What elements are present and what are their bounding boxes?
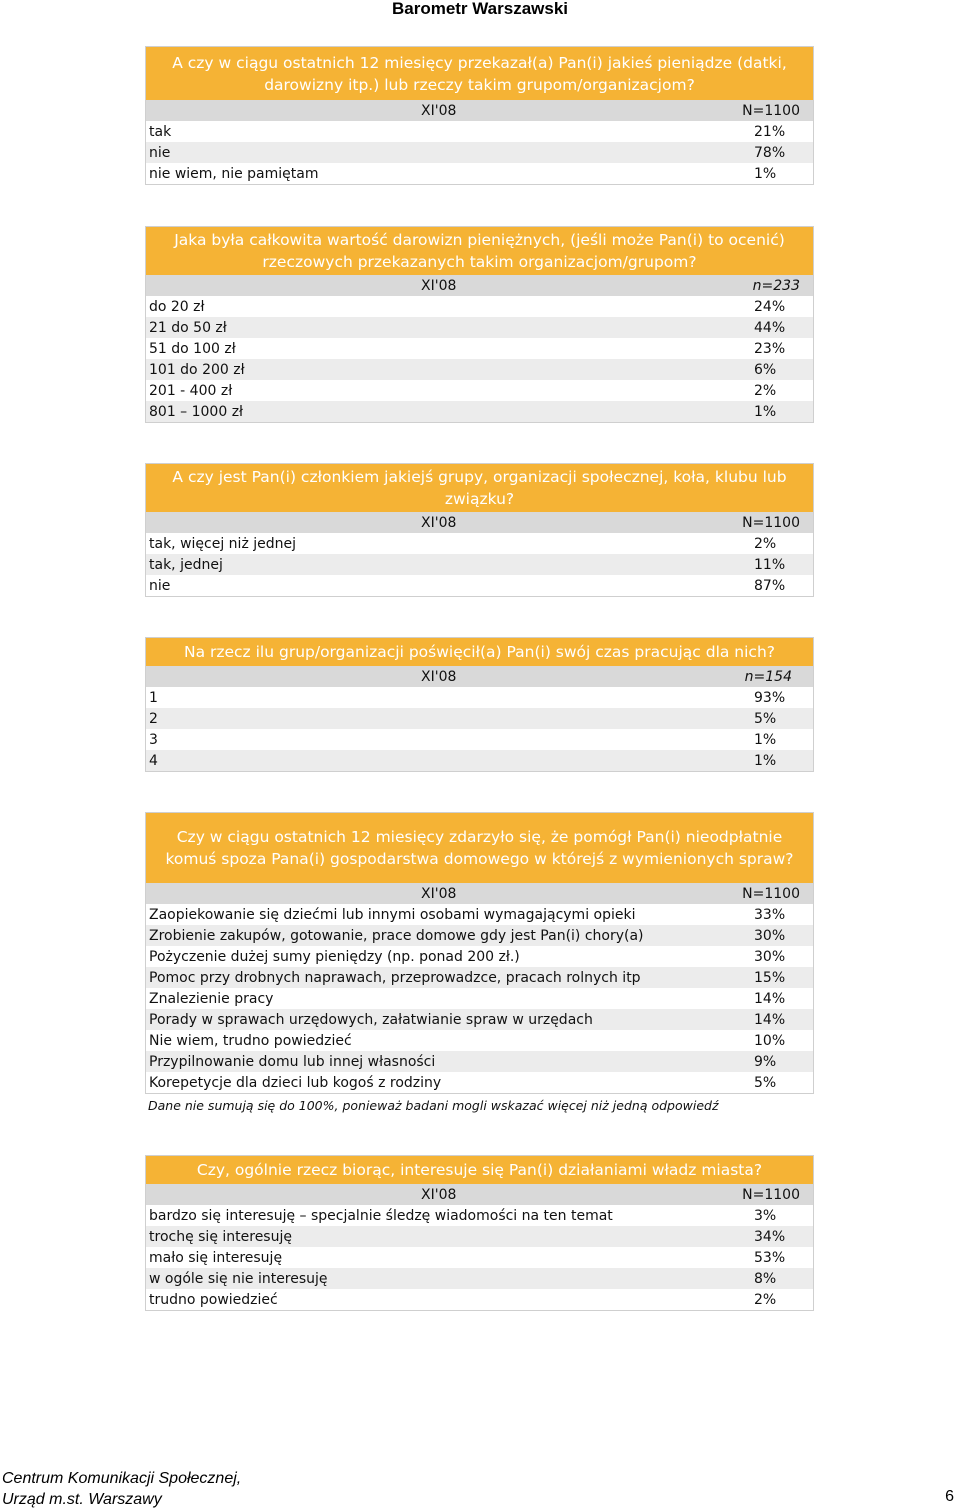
table-row bbox=[146, 1205, 813, 1226]
row-label: nie bbox=[149, 144, 171, 161]
row-label: Zaopiekowanie się dziećmi lub innymi osobami wymagającymi opieki bbox=[149, 906, 636, 923]
column-header bbox=[146, 1184, 813, 1205]
footer-line-2: Urząd m.st. Warszawy bbox=[2, 1491, 162, 1508]
row-label: Nie wiem, trudno powiedzieć bbox=[149, 1032, 352, 1049]
table-row bbox=[146, 750, 813, 771]
row-value: 2% bbox=[754, 535, 777, 552]
table-row bbox=[146, 1226, 813, 1247]
table-row bbox=[146, 988, 813, 1009]
row-label: Porady w sprawach urzędowych, załatwianie spraw w urzędach bbox=[149, 1011, 593, 1028]
row-value: 2% bbox=[754, 1291, 777, 1308]
survey-table-city-interest bbox=[145, 1155, 814, 1311]
row-label: 801 – 1000 zł bbox=[149, 403, 244, 420]
row-value: 14% bbox=[754, 1011, 786, 1028]
survey-table-membership bbox=[145, 463, 814, 597]
question-header: Czy, ogólnie rzecz biorąc, interesuje się Pan(i) działaniami władz miasta? bbox=[146, 1156, 813, 1184]
row-value: 9% bbox=[754, 1053, 777, 1070]
row-value: 1% bbox=[754, 165, 777, 182]
table-row bbox=[146, 380, 813, 401]
table-row bbox=[146, 946, 813, 967]
row-value: 30% bbox=[754, 948, 786, 965]
row-value: 5% bbox=[754, 1074, 777, 1091]
wave-label: XI'08 bbox=[421, 277, 457, 294]
row-label: tak, więcej niż jednej bbox=[149, 535, 297, 552]
row-value: 8% bbox=[754, 1270, 777, 1287]
row-value: 23% bbox=[754, 340, 786, 357]
question-header: Na rzecz ilu grup/organizacji poświęcił(a) Pan(i) swój czas pracując dla nich? bbox=[146, 638, 813, 666]
row-value: 30% bbox=[754, 927, 786, 944]
wave-label: XI'08 bbox=[421, 102, 457, 119]
table-row bbox=[146, 687, 813, 708]
page-number: 6 bbox=[945, 1488, 954, 1505]
row-label: Znalezienie pracy bbox=[149, 990, 274, 1007]
row-value: 5% bbox=[754, 710, 777, 727]
sample-size: N=1100 bbox=[742, 885, 800, 902]
table-row bbox=[146, 1072, 813, 1093]
row-label: nie bbox=[149, 577, 171, 594]
row-label: 201 - 400 zł bbox=[149, 382, 233, 399]
row-label: do 20 zł bbox=[149, 298, 205, 315]
page-title: Barometr Warszawski bbox=[391, 0, 569, 18]
column-header bbox=[146, 883, 813, 904]
table-row bbox=[146, 1009, 813, 1030]
row-label: tak bbox=[149, 123, 172, 140]
row-value: 10% bbox=[754, 1032, 786, 1049]
survey-table-donations bbox=[145, 46, 814, 185]
table-row bbox=[146, 338, 813, 359]
row-label: mało się interesuję bbox=[149, 1249, 283, 1266]
table-row bbox=[146, 1268, 813, 1289]
wave-label: XI'08 bbox=[421, 514, 457, 531]
row-label: 21 do 50 zł bbox=[149, 319, 227, 336]
row-label: Przypilnowanie domu lub innej własności bbox=[149, 1053, 436, 1070]
row-label: 2 bbox=[149, 710, 158, 727]
sample-size: n=154 bbox=[744, 668, 792, 685]
row-value: 24% bbox=[754, 298, 786, 315]
row-value: 44% bbox=[754, 319, 786, 336]
row-label: 101 do 200 zł bbox=[149, 361, 245, 378]
table-row bbox=[146, 904, 813, 925]
table-row bbox=[146, 729, 813, 750]
row-value: 33% bbox=[754, 906, 786, 923]
table-row bbox=[146, 121, 813, 142]
question-header: A czy jest Pan(i) członkiem jakiejś grupy, organizacji społecznej, koła, klubu lub związku? bbox=[146, 464, 813, 512]
row-label: bardzo się interesuję – specjalnie śledzę wiadomości na ten temat bbox=[149, 1207, 613, 1224]
wave-label: XI'08 bbox=[421, 668, 457, 685]
survey-table-unpaid-help bbox=[145, 812, 814, 1094]
wave-label: XI'08 bbox=[421, 1186, 457, 1203]
table-row bbox=[146, 317, 813, 338]
row-label: Zrobienie zakupów, gotowanie, prace domowe gdy jest Pan(i) chory(a) bbox=[149, 927, 644, 944]
row-label: 1 bbox=[149, 689, 158, 706]
table-row bbox=[146, 142, 813, 163]
question-header: Czy w ciągu ostatnich 12 miesięcy zdarzyło się, że pomógł Pan(i) nieodpłatnie komuś spoza Pana(i) gospodarstwa domowego w którejś z wymienionych spraw? bbox=[146, 813, 813, 883]
row-value: 21% bbox=[754, 123, 786, 140]
column-header bbox=[146, 666, 813, 687]
table-row bbox=[146, 967, 813, 988]
question-header: A czy w ciągu ostatnich 12 miesięcy przekazał(a) Pan(i) jakieś pieniądze (datki, darowizny itp.) lub rzeczy takim grupom/organizacjom? bbox=[146, 47, 813, 100]
survey-table-donation-value bbox=[145, 226, 814, 423]
row-label: w ogóle się nie interesuję bbox=[149, 1270, 328, 1287]
table-row bbox=[146, 533, 813, 554]
sample-size: N=1100 bbox=[742, 1186, 800, 1203]
row-value: 6% bbox=[754, 361, 777, 378]
table-footnote: Dane nie sumują się do 100%, ponieważ badani mogli wskazać więcej niż jedną odpowiedź bbox=[148, 1098, 719, 1113]
row-value: 1% bbox=[754, 403, 777, 420]
row-value: 15% bbox=[754, 969, 786, 986]
row-label: 51 do 100 zł bbox=[149, 340, 236, 357]
row-label: tak, jednej bbox=[149, 556, 223, 573]
row-value: 53% bbox=[754, 1249, 786, 1266]
row-label: Korepetycje dla dzieci lub kogoś z rodziny bbox=[149, 1074, 442, 1091]
column-header bbox=[146, 100, 813, 121]
row-label: Pożyczenie dużej sumy pieniędzy (np. ponad 200 zł.) bbox=[149, 948, 520, 965]
table-row bbox=[146, 401, 813, 422]
question-header: Jaka była całkowita wartość darowizn pieniężnych, (jeśli może Pan(i) to ocenić) rzeczowych przekazanych takim organizacjom/grupom? bbox=[146, 227, 813, 275]
wave-label: XI'08 bbox=[421, 885, 457, 902]
table-row bbox=[146, 1289, 813, 1310]
row-value: 1% bbox=[754, 731, 777, 748]
row-value: 3% bbox=[754, 1207, 777, 1224]
row-label: trudno powiedzieć bbox=[149, 1291, 278, 1308]
row-value: 34% bbox=[754, 1228, 786, 1245]
row-label: 4 bbox=[149, 752, 158, 769]
row-label: Pomoc przy drobnych naprawach, przeprowadzce, pracach rolnych itp bbox=[149, 969, 641, 986]
table-row bbox=[146, 359, 813, 380]
row-value: 93% bbox=[754, 689, 786, 706]
footer-line-1: Centrum Komunikacji Społecznej, bbox=[2, 1470, 242, 1487]
sample-size: N=1100 bbox=[742, 514, 800, 531]
column-header bbox=[146, 512, 813, 533]
row-value: 78% bbox=[754, 144, 786, 161]
row-value: 1% bbox=[754, 752, 777, 769]
row-value: 87% bbox=[754, 577, 786, 594]
row-label: 3 bbox=[149, 731, 158, 748]
column-header bbox=[146, 275, 813, 296]
table-row bbox=[146, 163, 813, 184]
sample-size: N=1100 bbox=[742, 102, 800, 119]
table-row bbox=[146, 296, 813, 317]
table-row bbox=[146, 1030, 813, 1051]
row-value: 11% bbox=[754, 556, 786, 573]
row-label: trochę się interesuję bbox=[149, 1228, 292, 1245]
table-row bbox=[146, 708, 813, 729]
table-row bbox=[146, 554, 813, 575]
footer-organization bbox=[2, 1468, 241, 1510]
row-label: nie wiem, nie pamiętam bbox=[149, 165, 319, 182]
table-row bbox=[146, 1051, 813, 1072]
sample-size: n=233 bbox=[752, 277, 800, 294]
row-value: 14% bbox=[754, 990, 786, 1007]
survey-table-volunteer-count bbox=[145, 637, 814, 772]
table-row bbox=[146, 575, 813, 596]
table-row bbox=[146, 925, 813, 946]
table-row bbox=[146, 1247, 813, 1268]
row-value: 2% bbox=[754, 382, 777, 399]
